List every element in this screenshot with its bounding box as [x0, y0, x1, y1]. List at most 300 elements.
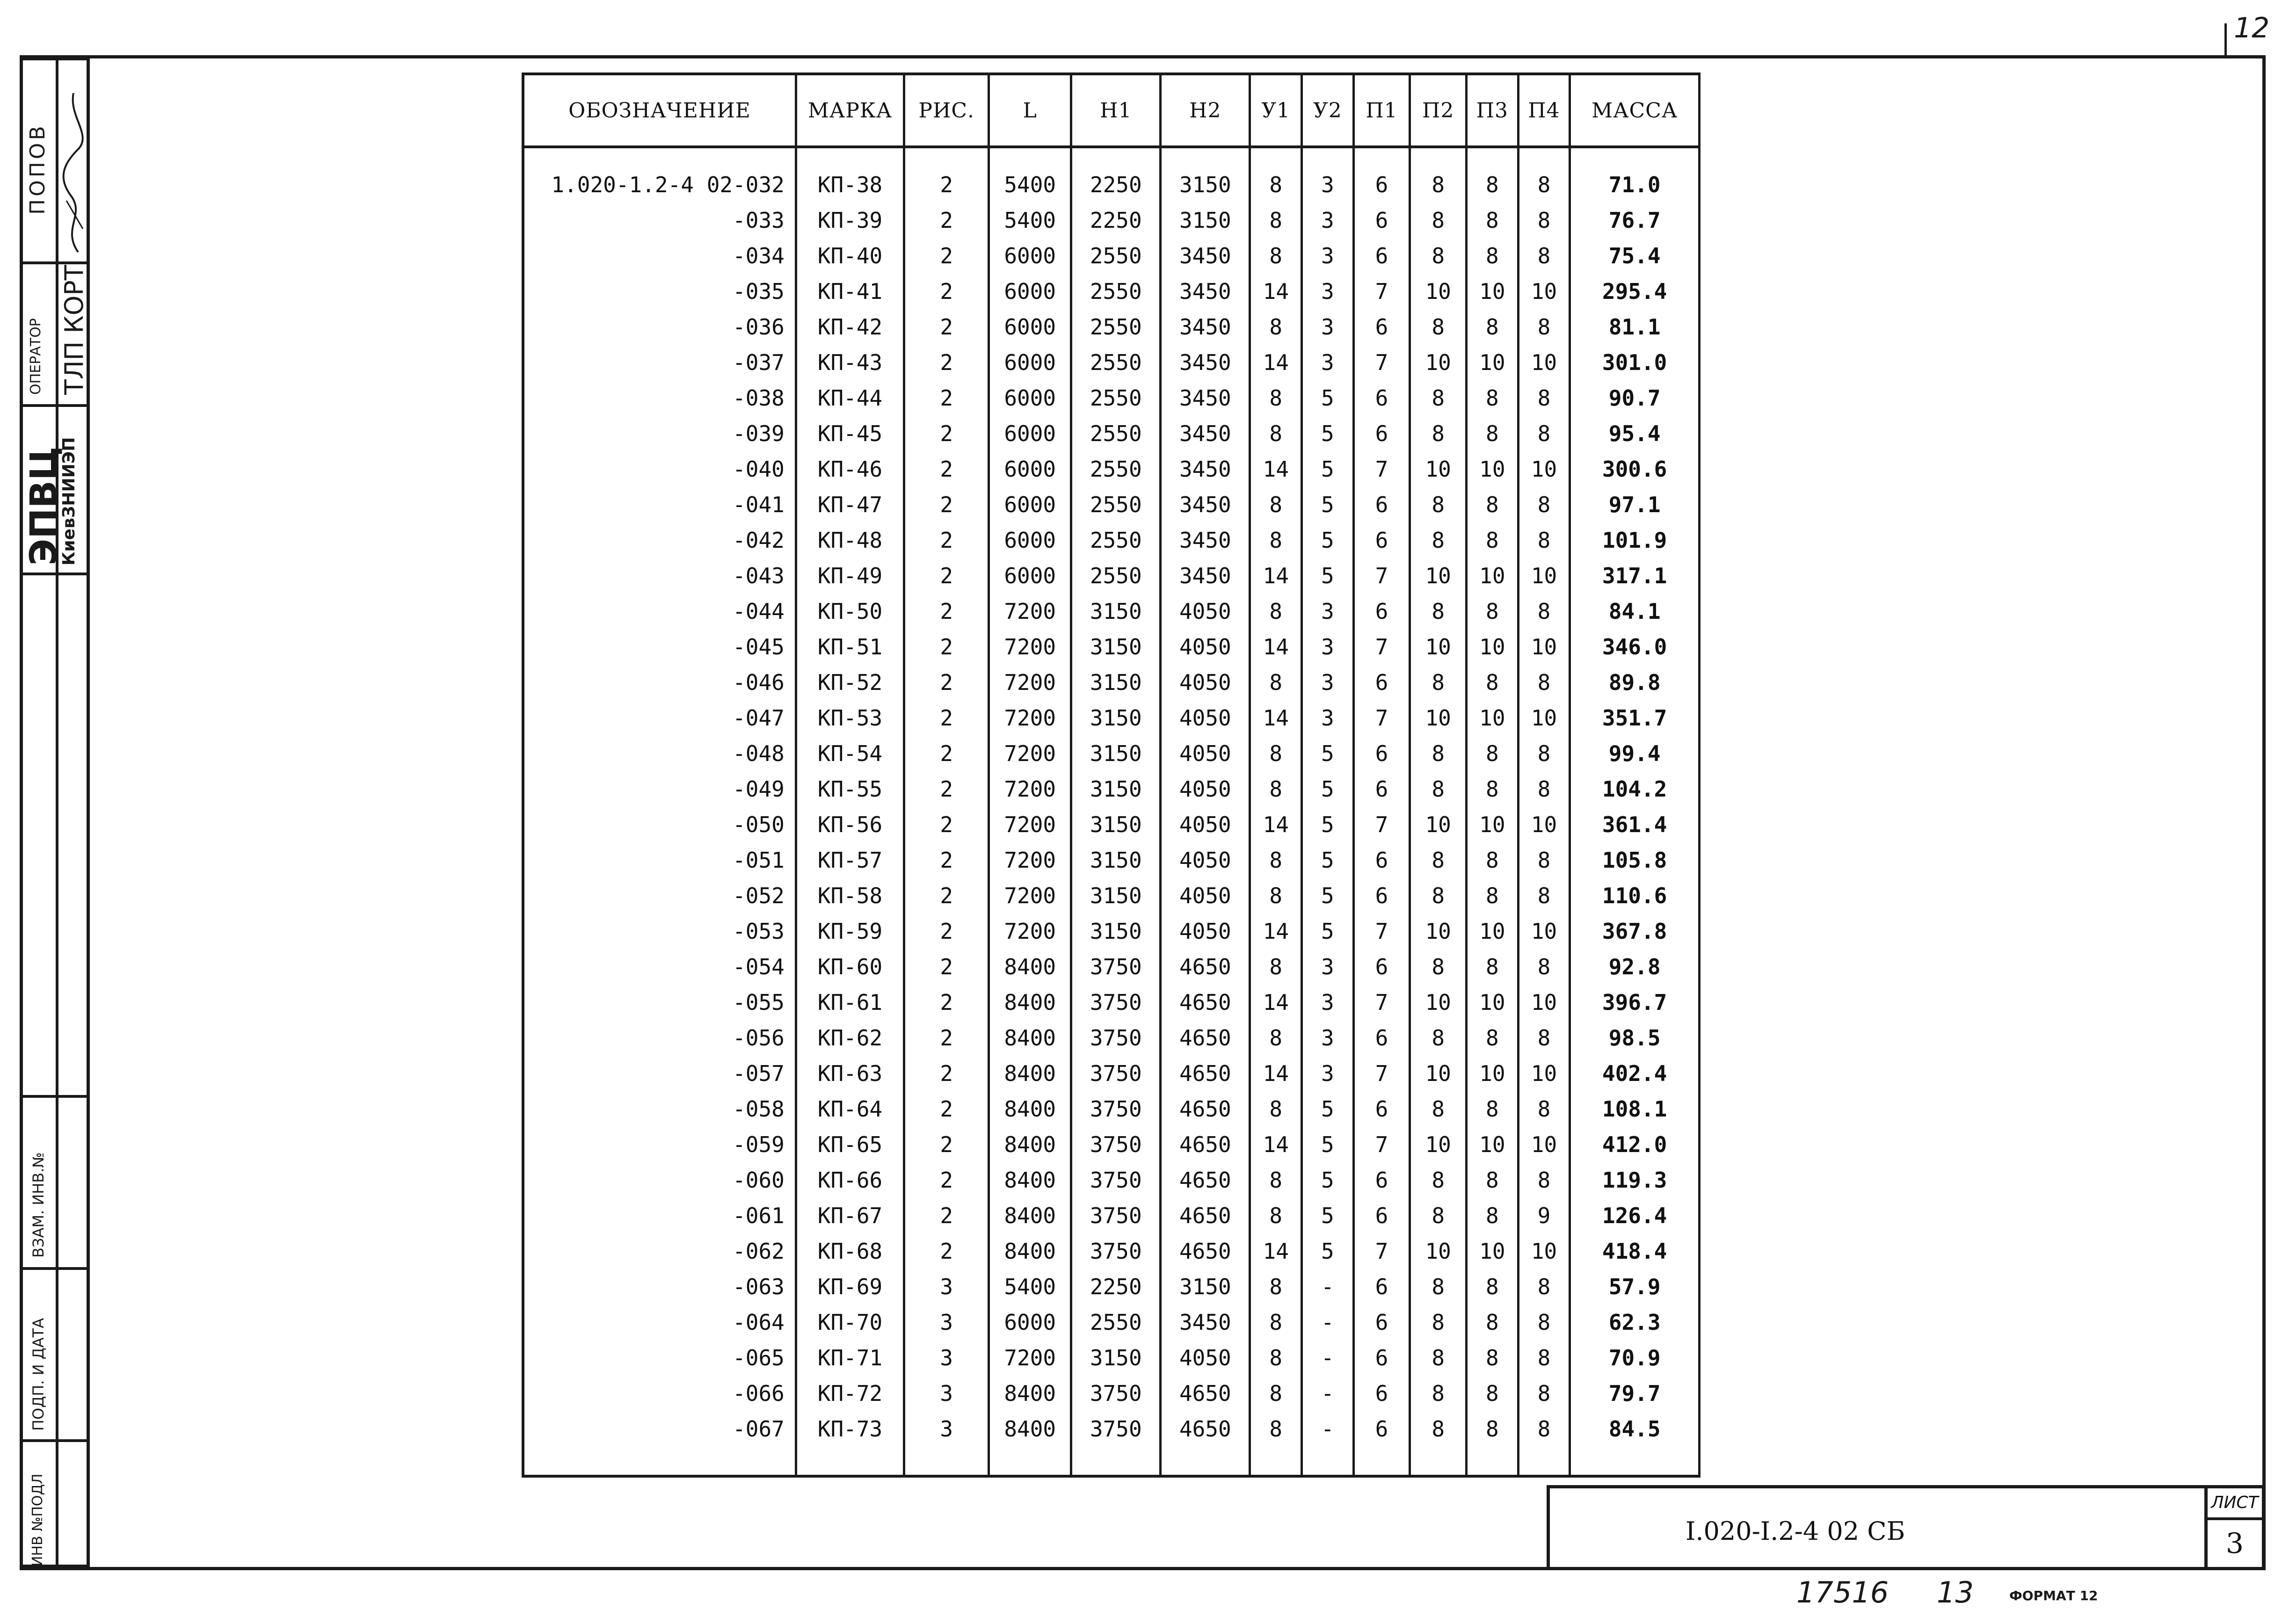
stamp-operator-value: ТЛП КОРТ	[59, 265, 89, 395]
table-cell: 2	[904, 807, 989, 842]
table-cell: 2250	[1071, 1269, 1161, 1305]
corner-page-number: 12	[2234, 12, 2270, 44]
table-cell: 3	[1302, 1020, 1354, 1056]
table-cell: -063	[523, 1269, 796, 1305]
frame-top-line	[20, 55, 2265, 58]
table-cell: 14	[1250, 274, 1302, 309]
table-cell: 14	[1250, 807, 1302, 842]
table-cell: -065	[523, 1340, 796, 1376]
table-cell: -035	[523, 274, 796, 309]
table-cell: -033	[523, 203, 796, 238]
table-cell: КП-70	[796, 1305, 904, 1340]
table-cell: КП-67	[796, 1198, 904, 1233]
table-cell: 412.0	[1570, 1127, 1700, 1162]
table-cell: КП-61	[796, 985, 904, 1020]
table-cell: 7	[1353, 1127, 1410, 1162]
table-cell: КП-68	[796, 1233, 904, 1269]
table-cell: 8	[1250, 878, 1302, 914]
table-cell: 10	[1410, 807, 1467, 842]
table-cell: КП-45	[796, 416, 904, 451]
table-cell: 8400	[989, 1376, 1071, 1411]
table-cell: 2	[904, 1056, 989, 1091]
table-cell: 5	[1302, 842, 1354, 878]
spacer-cell	[1353, 147, 1410, 167]
table-cell: -062	[523, 1233, 796, 1269]
table-cell: 6000	[989, 1305, 1071, 1340]
table-cell: 8	[1467, 771, 1519, 807]
table-cell: 7200	[989, 594, 1071, 629]
table-cell: -043	[523, 558, 796, 594]
table-cell: -	[1302, 1340, 1354, 1376]
spacer-cell	[1410, 147, 1467, 167]
table-cell: 10	[1467, 914, 1519, 949]
table-cell: 2	[904, 1233, 989, 1269]
table-cell: 10	[1410, 700, 1467, 736]
table-cell: -039	[523, 416, 796, 451]
table-cell: 8	[1467, 1305, 1519, 1340]
table-row	[523, 1411, 1700, 1447]
column-header: П2	[1410, 74, 1467, 147]
table-cell: 89.8	[1570, 665, 1700, 700]
table-cell: 14	[1250, 914, 1302, 949]
table-cell: 4050	[1161, 629, 1250, 665]
spacer-cell	[1467, 147, 1519, 167]
table-cell: 8	[1518, 487, 1570, 522]
table-cell: 8	[1467, 594, 1519, 629]
table-cell: 8	[1518, 522, 1570, 558]
table-cell: 6	[1353, 309, 1410, 345]
table-cell: -	[1302, 1269, 1354, 1305]
table-row	[523, 1376, 1700, 1411]
table-cell: 6000	[989, 522, 1071, 558]
table-cell: 8	[1410, 1305, 1467, 1340]
table-cell: 3150	[1071, 629, 1161, 665]
table-cell: 10	[1518, 451, 1570, 487]
sheet-box	[2204, 1485, 2265, 1570]
table-cell: 2	[904, 238, 989, 274]
table-cell: КП-65	[796, 1127, 904, 1162]
table-cell: 2	[904, 380, 989, 416]
table-cell: 10	[1467, 1056, 1519, 1091]
table-cell: 10	[1410, 1056, 1467, 1091]
table-cell: КП-42	[796, 309, 904, 345]
table-cell: 3150	[1161, 1269, 1250, 1305]
table-cell: 10	[1518, 807, 1570, 842]
table-cell: 6	[1353, 736, 1410, 771]
table-cell: 2	[904, 985, 989, 1020]
table-cell: -047	[523, 700, 796, 736]
table-cell: 2	[904, 1162, 989, 1198]
stamp-signature	[59, 88, 94, 257]
table-cell: 300.6	[1570, 451, 1700, 487]
tail-row	[523, 1447, 1700, 1476]
table-cell: 8	[1518, 594, 1570, 629]
table-cell: 3150	[1071, 736, 1161, 771]
table-cell: -044	[523, 594, 796, 629]
copy-number: 13	[1937, 1575, 1974, 1610]
table-cell: 6	[1353, 203, 1410, 238]
table-cell: 14	[1250, 700, 1302, 736]
table-cell: 4650	[1161, 949, 1250, 985]
table-cell: -040	[523, 451, 796, 487]
table-cell: 2550	[1071, 558, 1161, 594]
table-cell: 7200	[989, 736, 1071, 771]
spacer-cell	[1518, 147, 1570, 167]
table-cell: 2	[904, 665, 989, 700]
table-cell: 76.7	[1570, 203, 1700, 238]
table-cell: 10	[1467, 1233, 1519, 1269]
table-cell: 8400	[989, 1127, 1071, 1162]
table-cell: 4650	[1161, 1376, 1250, 1411]
tail-cell	[1071, 1447, 1161, 1476]
table-cell: 10	[1518, 1233, 1570, 1269]
table-cell: 126.4	[1570, 1198, 1700, 1233]
table-cell: 10	[1467, 985, 1519, 1020]
table-cell: 90.7	[1570, 380, 1700, 416]
table-cell: 3	[1302, 594, 1354, 629]
column-header: У1	[1250, 74, 1302, 147]
table-cell: 6000	[989, 451, 1071, 487]
table-cell: 8	[1410, 238, 1467, 274]
table-cell: 2550	[1071, 487, 1161, 522]
table-cell: КП-49	[796, 558, 904, 594]
table-cell: 2	[904, 736, 989, 771]
table-cell: 8	[1467, 1340, 1519, 1376]
table-cell: 6	[1353, 1411, 1410, 1447]
table-cell: 5	[1302, 807, 1354, 842]
tail-cell	[989, 1447, 1071, 1476]
table-cell: 8	[1467, 167, 1519, 203]
table-cell: 2	[904, 167, 989, 203]
table-cell: 79.7	[1570, 1376, 1700, 1411]
table-header-row	[523, 74, 1700, 147]
table-cell: 2550	[1071, 380, 1161, 416]
table-cell: 2	[904, 558, 989, 594]
table-cell: 3	[1302, 665, 1354, 700]
table-cell: 2	[904, 1091, 989, 1127]
table-cell: 3	[904, 1269, 989, 1305]
table-cell: КП-47	[796, 487, 904, 522]
table-cell: 8	[1410, 380, 1467, 416]
table-cell: 14	[1250, 451, 1302, 487]
table-cell: 8	[1410, 522, 1467, 558]
table-cell: 6	[1353, 842, 1410, 878]
stamp-divider	[56, 60, 58, 1565]
stamp-divider	[23, 1267, 87, 1270]
table-cell: 10	[1467, 451, 1519, 487]
table-cell: 8	[1250, 594, 1302, 629]
table-cell: 8	[1410, 1340, 1467, 1376]
table-cell: 6	[1353, 594, 1410, 629]
table-cell: КП-43	[796, 345, 904, 380]
table-cell: 6000	[989, 238, 1071, 274]
table-cell: -059	[523, 1127, 796, 1162]
stamp-sign-date: ПОДП. И ДАТА	[29, 1318, 47, 1431]
table-cell: 3150	[1071, 700, 1161, 736]
table-cell: 14	[1250, 1056, 1302, 1091]
table-cell: 8	[1518, 1305, 1570, 1340]
table-cell: 346.0	[1570, 629, 1700, 665]
tail-cell	[1161, 1447, 1250, 1476]
table-cell: 8	[1518, 238, 1570, 274]
column-header: L	[989, 74, 1071, 147]
table-cell: -055	[523, 985, 796, 1020]
table-cell: -064	[523, 1305, 796, 1340]
table-cell: 7200	[989, 665, 1071, 700]
table-row	[523, 985, 1700, 1020]
table-cell: -054	[523, 949, 796, 985]
table-cell: 6	[1353, 167, 1410, 203]
table-row	[523, 167, 1700, 203]
stamp-divider	[23, 261, 87, 264]
table-cell: 2	[904, 203, 989, 238]
table-cell: 3150	[1071, 594, 1161, 629]
table-row	[523, 487, 1700, 522]
table-cell: 7	[1353, 914, 1410, 949]
table-cell: 8	[1410, 1411, 1467, 1447]
table-cell: 8	[1250, 380, 1302, 416]
table-cell: 2250	[1071, 203, 1161, 238]
table-cell: 8	[1467, 1198, 1519, 1233]
table-row	[523, 771, 1700, 807]
table-cell: 8	[1410, 842, 1467, 878]
table-cell: 5	[1302, 1162, 1354, 1198]
table-cell: 8	[1467, 416, 1519, 451]
table-cell: 2	[904, 914, 989, 949]
table-cell: 8	[1250, 1376, 1302, 1411]
table-cell: 3	[1302, 1056, 1354, 1091]
stamp-name: ПОПОВ	[26, 123, 50, 215]
table-cell: 8	[1467, 309, 1519, 345]
spec-table	[522, 72, 1701, 1478]
table-cell: 3450	[1161, 274, 1250, 309]
table-cell: 2	[904, 700, 989, 736]
table-cell: 8	[1250, 522, 1302, 558]
table-cell: 10	[1467, 345, 1519, 380]
table-cell: 3150	[1071, 842, 1161, 878]
table-cell: 108.1	[1570, 1091, 1700, 1127]
table-cell: 105.8	[1570, 842, 1700, 878]
table-cell: КП-39	[796, 203, 904, 238]
table-cell: 361.4	[1570, 807, 1700, 842]
doc-code: I.020-I.2-4 02 СБ	[1686, 1516, 1905, 1546]
tail-cell	[1302, 1447, 1354, 1476]
table-cell: 2	[904, 487, 989, 522]
table-cell: 2	[904, 451, 989, 487]
table-cell: 7	[1353, 1233, 1410, 1269]
table-cell: 5	[1302, 1233, 1354, 1269]
table-cell: 5	[1302, 416, 1354, 451]
table-cell: 5	[1302, 451, 1354, 487]
table-cell: 14	[1250, 629, 1302, 665]
table-cell: 3	[1302, 238, 1354, 274]
table-cell: 6	[1353, 665, 1410, 700]
table-cell: 3150	[1071, 665, 1161, 700]
table-cell: 4650	[1161, 1162, 1250, 1198]
table-cell: 4050	[1161, 594, 1250, 629]
table-cell: 6000	[989, 487, 1071, 522]
table-cell: 8	[1467, 203, 1519, 238]
table-row	[523, 1198, 1700, 1233]
table-cell: 10	[1410, 1127, 1467, 1162]
title-block	[1547, 1485, 2204, 1570]
table-cell: 8	[1250, 238, 1302, 274]
table-cell: -038	[523, 380, 796, 416]
table-cell: 6	[1353, 1340, 1410, 1376]
table-cell: 8	[1467, 1411, 1519, 1447]
table-cell: -041	[523, 487, 796, 522]
table-cell: 8	[1518, 416, 1570, 451]
table-cell: 3	[1302, 309, 1354, 345]
stamp-divider	[23, 1439, 87, 1442]
tail-cell	[904, 1447, 989, 1476]
table-cell: 8	[1410, 771, 1467, 807]
stamp-inv-orig: ИНВ №ПОДЛ	[29, 1473, 46, 1566]
table-cell: 5	[1302, 878, 1354, 914]
tail-cell	[1518, 1447, 1570, 1476]
table-cell: 3150	[1161, 203, 1250, 238]
table-cell: 10	[1467, 629, 1519, 665]
table-row	[523, 736, 1700, 771]
table-cell: -048	[523, 736, 796, 771]
table-cell: -061	[523, 1198, 796, 1233]
tail-cell	[523, 1447, 796, 1476]
table-cell: 3750	[1071, 1376, 1161, 1411]
table-cell: 6	[1353, 949, 1410, 985]
column-header: ОБОЗНАЧЕНИЕ	[523, 74, 796, 147]
table-cell: КП-66	[796, 1162, 904, 1198]
table-cell: 6	[1353, 487, 1410, 522]
table-cell: 2	[904, 594, 989, 629]
tail-cell	[1467, 1447, 1519, 1476]
table-cell: 2	[904, 949, 989, 985]
table-row	[523, 700, 1700, 736]
stamp-divider	[23, 404, 87, 407]
frame-right-line	[2262, 55, 2266, 1570]
stamp-divider	[23, 573, 87, 575]
table-cell: КП-53	[796, 700, 904, 736]
table-cell: 4050	[1161, 1340, 1250, 1376]
table-row	[523, 416, 1700, 451]
table-cell: 3	[1302, 700, 1354, 736]
table-row	[523, 1340, 1700, 1376]
table-cell: 317.1	[1570, 558, 1700, 594]
table-cell: КП-55	[796, 771, 904, 807]
table-cell: 6	[1353, 1162, 1410, 1198]
table-cell: -058	[523, 1091, 796, 1127]
table-cell: -056	[523, 1020, 796, 1056]
table-cell: 3750	[1071, 1233, 1161, 1269]
left-stamp-column	[20, 57, 90, 1568]
table-cell: 3	[904, 1340, 989, 1376]
table-cell: 7	[1353, 985, 1410, 1020]
tail-cell	[1410, 1447, 1467, 1476]
table-cell: 2250	[1071, 167, 1161, 203]
table-cell: 8	[1250, 949, 1302, 985]
table-cell: 10	[1518, 1127, 1570, 1162]
table-cell: 8	[1467, 665, 1519, 700]
table-cell: 8	[1410, 949, 1467, 985]
table-cell: КП-72	[796, 1376, 904, 1411]
table-cell: 8	[1410, 665, 1467, 700]
table-cell: 8	[1518, 203, 1570, 238]
table-row	[523, 1162, 1700, 1198]
table-cell: 92.8	[1570, 949, 1700, 985]
archive-number: 17516	[1796, 1575, 1889, 1610]
table-row	[523, 949, 1700, 985]
column-header: РИС.	[904, 74, 989, 147]
table-cell: 10	[1518, 629, 1570, 665]
table-cell: КП-38	[796, 167, 904, 203]
table-row	[523, 665, 1700, 700]
table-cell: -	[1302, 1376, 1354, 1411]
table-cell: 6	[1353, 1269, 1410, 1305]
table-cell: 8	[1410, 594, 1467, 629]
table-cell: КП-69	[796, 1269, 904, 1305]
table-cell: 5400	[989, 167, 1071, 203]
table-row	[523, 629, 1700, 665]
table-cell: 3150	[1161, 167, 1250, 203]
table-cell: 7	[1353, 558, 1410, 594]
table-cell: 3450	[1161, 487, 1250, 522]
table-cell: 8	[1250, 1305, 1302, 1340]
table-cell: -053	[523, 914, 796, 949]
table-cell: 2550	[1071, 416, 1161, 451]
table-cell: 7200	[989, 1340, 1071, 1376]
table-cell: 4050	[1161, 771, 1250, 807]
table-cell: 4050	[1161, 914, 1250, 949]
table-cell: 2	[904, 274, 989, 309]
table-cell: -046	[523, 665, 796, 700]
table-cell: 351.7	[1570, 700, 1700, 736]
table-cell: КП-56	[796, 807, 904, 842]
table-cell: 2550	[1071, 309, 1161, 345]
table-cell: 8	[1410, 1269, 1467, 1305]
table-row	[523, 238, 1700, 274]
table-cell: 4050	[1161, 807, 1250, 842]
table-cell: 8	[1518, 1340, 1570, 1376]
sheet-label: ЛИСТ	[2208, 1488, 2262, 1520]
table-cell: 8	[1410, 203, 1467, 238]
table-cell: 4650	[1161, 985, 1250, 1020]
table-cell: 3450	[1161, 309, 1250, 345]
table-row	[523, 914, 1700, 949]
table-cell: 418.4	[1570, 1233, 1700, 1269]
stamp-divider	[23, 1095, 87, 1098]
column-header: П4	[1518, 74, 1570, 147]
table-cell: 10	[1410, 1233, 1467, 1269]
table-cell: КП-44	[796, 380, 904, 416]
table-cell: 8	[1250, 736, 1302, 771]
table-cell: 4050	[1161, 736, 1250, 771]
table-cell: 7	[1353, 274, 1410, 309]
table-cell: 8	[1250, 416, 1302, 451]
table-cell: 5	[1302, 1198, 1354, 1233]
table-row	[523, 842, 1700, 878]
table-cell: 295.4	[1570, 274, 1700, 309]
table-cell: -050	[523, 807, 796, 842]
table-cell: 8	[1518, 878, 1570, 914]
table-cell: 8	[1250, 1198, 1302, 1233]
table-cell: 10	[1410, 345, 1467, 380]
table-cell: КП-48	[796, 522, 904, 558]
table-cell: 3	[904, 1305, 989, 1340]
table-cell: 5400	[989, 1269, 1071, 1305]
table-cell: КП-64	[796, 1091, 904, 1127]
table-cell: 8	[1250, 1411, 1302, 1447]
table-cell: 4050	[1161, 665, 1250, 700]
table-cell: 71.0	[1570, 167, 1700, 203]
